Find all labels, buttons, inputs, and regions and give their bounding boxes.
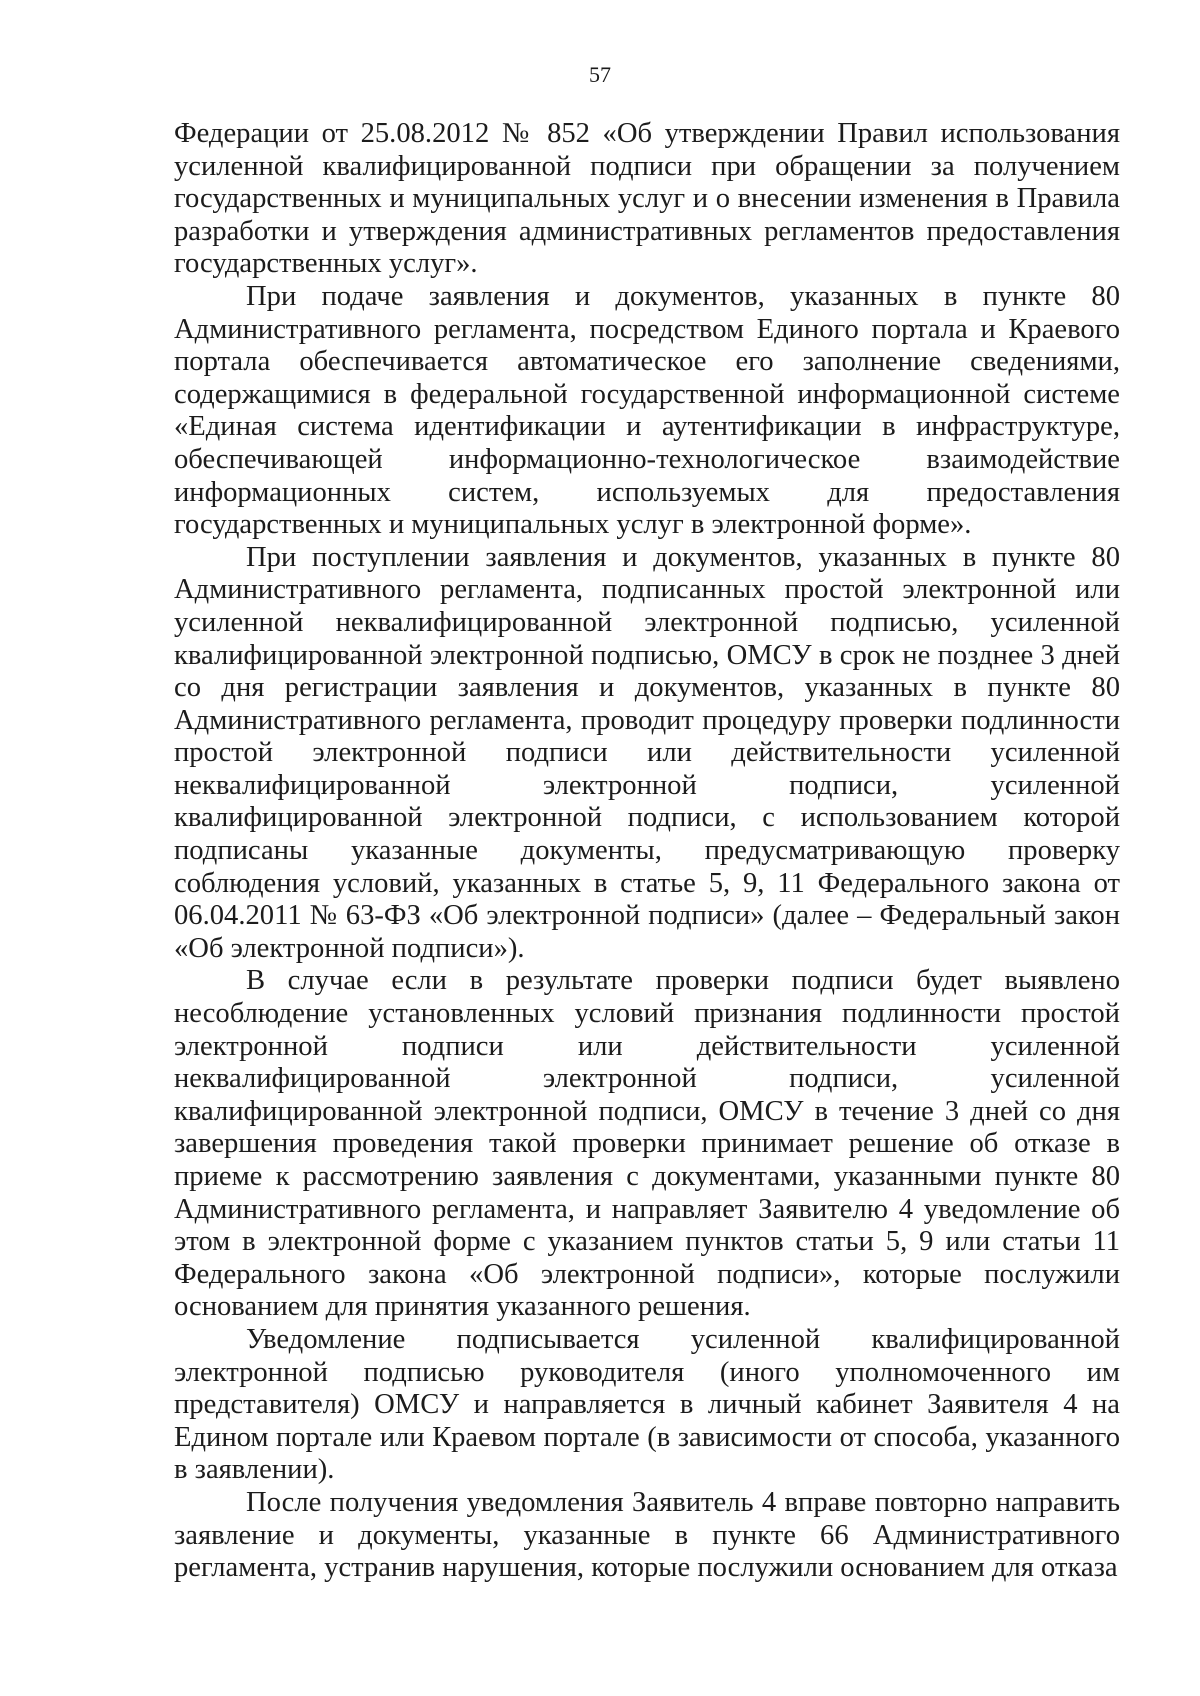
paragraph-4: В случае если в результате проверки подписи будет выявлено несоблюдение установленных условий признания подлинности простой электронной подписи или действительности усиленной неквалифицированной электронной подписи, усиленной квалифицированной электронной подписи, ОМСУ в течение 3 дней со дня завершения проведения такой проверки принимает решение об отказе в приеме к рассмотрению заявления с документами, указанными пункте 80 Административного регламента, и направляет Заявителю 4 уведомление об этом в электронной форме с указанием пунктов статьи 5, 9 или статьи 11 Федерального закона «Об электронной подписи», которые послужили основанием для принятия указанного решения. bbox=[174, 965, 1120, 1323]
paragraph-3: При поступлении заявления и документов, указанных в пункте 80 Административного регламента, подписанных простой электронной или усиленной неквалифицированной электронной подписью, усиленной квалифицированной электронной подписью, ОМСУ в срок не позднее 3 дней со дня регистрации заявления и документов, указанных в пункте 80 Административного регламента, проводит процедуру проверки подлинности простой электронной подписи или действительности усиленной неквалифицированной электронной подписи, усиленной квалифицированной электронной подписи, с использованием которой подписаны указанные документы, предусматривающую проверку соблюдения условий, указанных в статье 5, 9, 11 Федерального закона от 06.04.2011 № 63-ФЗ «Об электронной подписи» (далее – Федеральный закон «Об электронной подписи»). bbox=[174, 541, 1120, 964]
paragraph-6: После получения уведомления Заявитель 4 вправе повторно направить заявление и документы, указанные в пункте 66 Административного регламента, устранив нарушения, которые послужили основанием для отказа bbox=[174, 1486, 1120, 1584]
document-body bbox=[174, 118, 1120, 1585]
paragraph-5: Уведомление подписывается усиленной квалифицированной электронной подписью руководителя (иного уполномоченного им представителя) ОМСУ и направляется в личный кабинет Заявителя 4 на Едином портале или Краевом портале (в зависимости от способа, указанного в заявлении). bbox=[174, 1323, 1120, 1486]
paragraph-1: Федерации от 25.08.2012 № 852 «Об утверждении Правил использования усиленной квалифицированной подписи при обращении за получением государственных и муниципальных услуг и о внесении изменения в Правила разработки и утверждения административных регламентов предоставления государственных услуг». bbox=[174, 118, 1120, 280]
page-number: 57 bbox=[589, 62, 611, 87]
paragraph-2: При подаче заявления и документов, указанных в пункте 80 Административного регламента, посредством Единого портала и Краевого портала обеспечивается автоматическое его заполнение сведениями, содержащимися в федеральной государственной информационной системе «Единая система идентификации и аутентификации в инфраструктуре, обеспечивающей информационно-технологическое взаимодействие информационных систем, используемых для предоставления государственных и муниципальных услуг в электронной форме». bbox=[174, 280, 1120, 541]
